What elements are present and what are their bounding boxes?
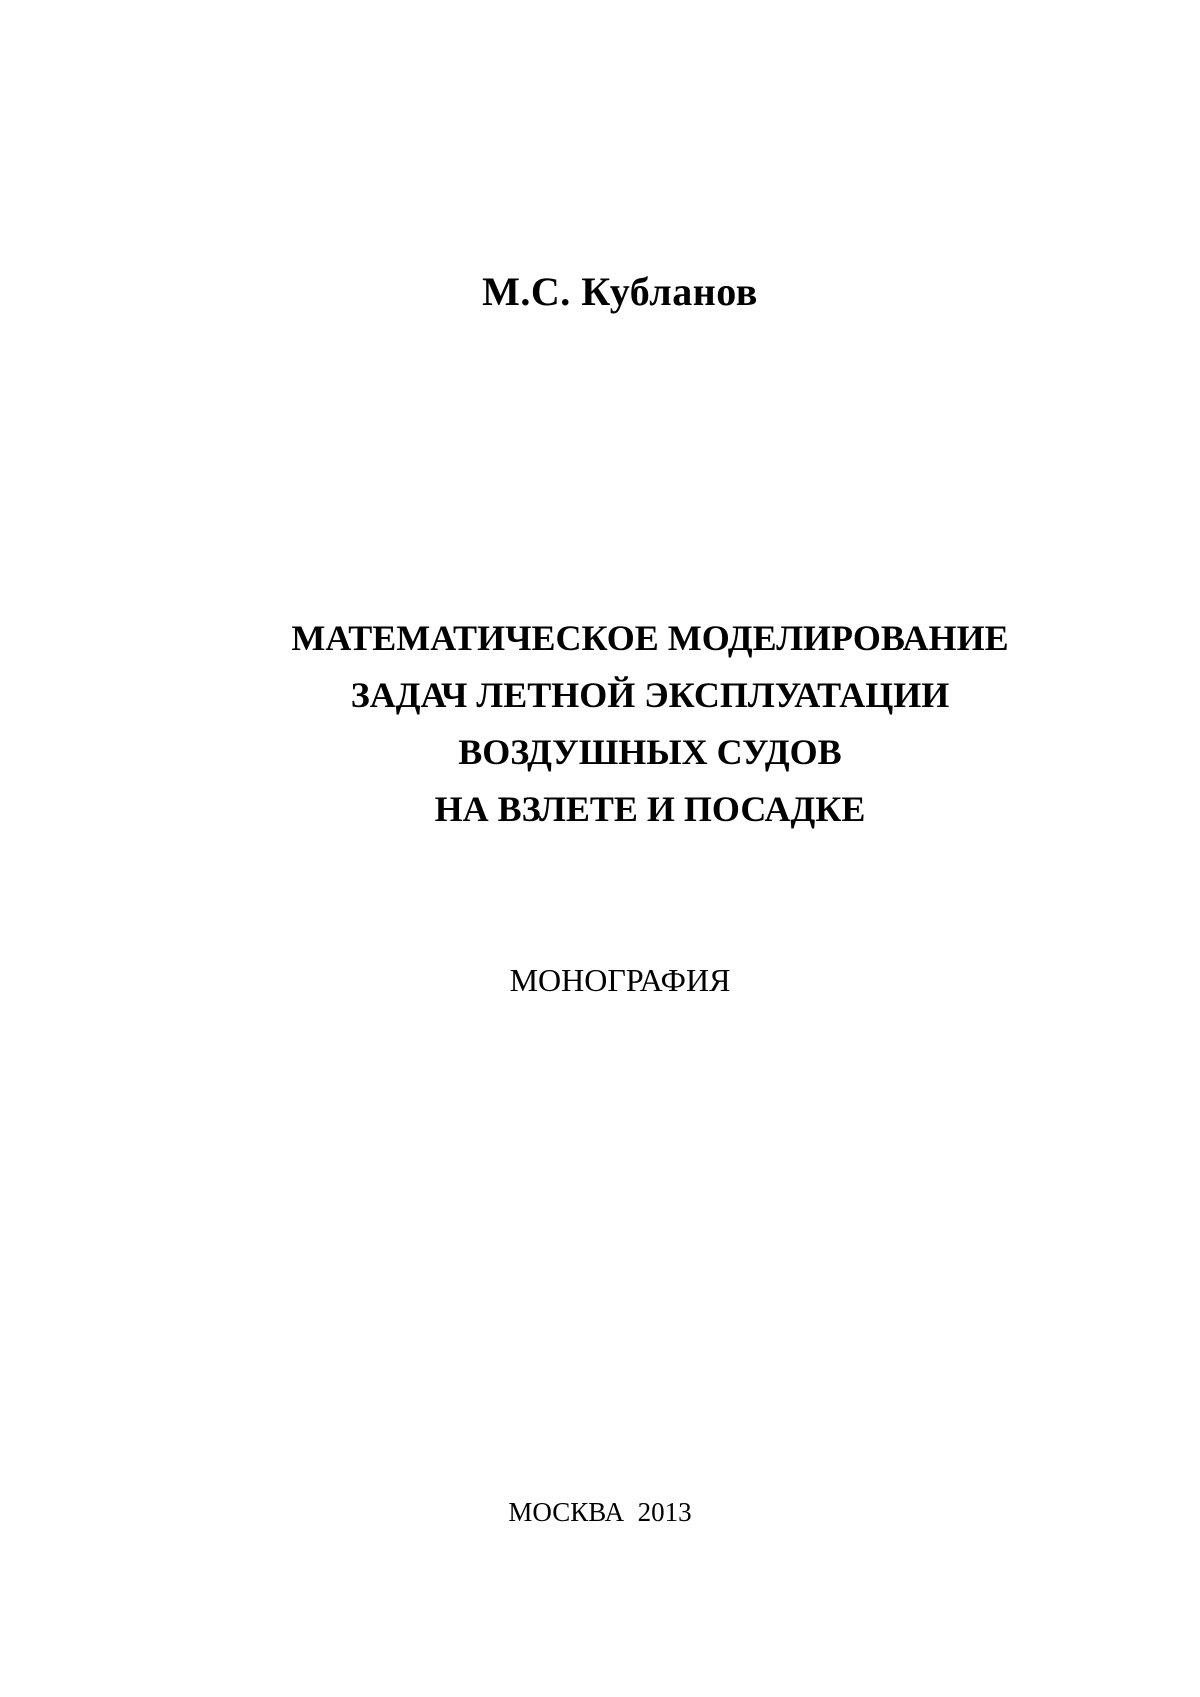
book-title bbox=[210, 610, 1090, 838]
publication-type: МОНОГРАФИЯ bbox=[509, 962, 731, 998]
title-line-2: ЗАДАЧ ЛЕТНОЙ ЭКСПЛУАТАЦИИ bbox=[350, 675, 950, 715]
title-line-1: МАТЕМАТИЧЕСКОЕ МОДЕЛИРОВАНИЕ bbox=[291, 618, 1009, 658]
title-line-4: НА ВЗЛЕТЕ И ПОСАДКЕ bbox=[434, 789, 866, 829]
author-name: М.С. Кубланов bbox=[482, 269, 758, 314]
place-and-year: МОСКВА 2013 bbox=[508, 1497, 692, 1527]
title-line-3: ВОЗДУШНЫХ СУДОВ bbox=[458, 732, 842, 772]
